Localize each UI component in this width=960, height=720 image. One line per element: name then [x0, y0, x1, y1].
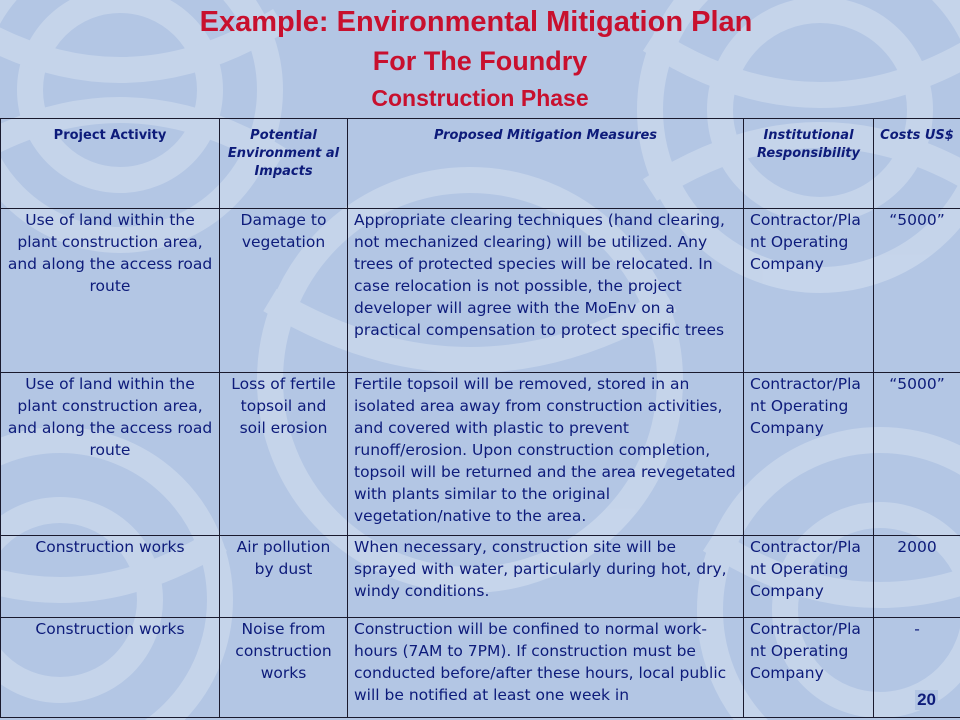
cell-impact: Damage to vegetation: [220, 209, 348, 373]
cell-measures: Construction will be confined to normal work-hours (7AM to 7PM). If construction must be conducted before/after these hours, local public will be notified at least one week in: [348, 618, 744, 718]
cell-measures: Fertile topsoil will be removed, stored in an isolated area away from construction activities, and covered with plastic to prevent runoff/erosion. Upon construction completion, topsoil will be returned and the area revegetated with plants similar to the original vegetation/native to the area.: [348, 373, 744, 536]
cell-cost: “5000”: [874, 209, 960, 373]
cell-impact: Air pollution by dust: [220, 536, 348, 618]
table-row: [1, 209, 960, 373]
header-mitigation-measures: Proposed Mitigation Measures: [348, 119, 744, 209]
slide-subtitle: For The Foundry: [372, 46, 588, 76]
table-row: [1, 373, 960, 536]
cell-measures: Appropriate clearing techniques (hand clearing, not mechanized clearing) will be utilized. Any trees of protected species will be relocated. In case relocation is not possible, the project developer will agree with the MoEnv on a practical compensation to protect specific trees: [348, 209, 744, 373]
cell-activity: Construction works: [1, 618, 220, 718]
cell-responsibility: Contractor/Pla nt Operating Company: [744, 373, 874, 536]
cell-impact: Loss of fertile topsoil and soil erosion: [220, 373, 348, 536]
header-institutional-responsibility: Institutional Responsibility: [744, 119, 874, 209]
page-number: 20: [917, 690, 936, 709]
header-costs: Costs US$: [874, 119, 960, 209]
cell-measures: When necessary, construction site will be sprayed with water, particularly during hot, dry, windy conditions.: [348, 536, 744, 618]
table-row: [1, 536, 960, 618]
cell-impact: Noise from construction works: [220, 618, 348, 718]
cell-activity: Construction works: [1, 536, 220, 618]
cell-cost: “5000”: [874, 373, 960, 536]
mitigation-plan-table: [0, 118, 960, 718]
header-potential-impacts: Potential Environment al Impacts: [220, 119, 348, 209]
cell-responsibility: Contractor/Pla nt Operating Company: [744, 618, 874, 718]
slide-phase-heading: Construction Phase: [371, 85, 589, 111]
slide-title: Example: Environmental Mitigation Plan: [199, 6, 753, 38]
cell-responsibility: Contractor/Pla nt Operating Company: [744, 209, 874, 373]
table-row: [1, 618, 960, 718]
table-header-row: [1, 119, 960, 209]
cell-responsibility: Contractor/Pla nt Operating Company: [744, 536, 874, 618]
cell-cost: -: [874, 618, 960, 718]
header-project-activity: Project Activity: [1, 119, 220, 209]
cell-activity: Use of land within the plant construction area, and along the access road route: [1, 373, 220, 536]
cell-cost: 2000: [874, 536, 960, 618]
cell-activity: Use of land within the plant construction area, and along the access road route: [1, 209, 220, 373]
